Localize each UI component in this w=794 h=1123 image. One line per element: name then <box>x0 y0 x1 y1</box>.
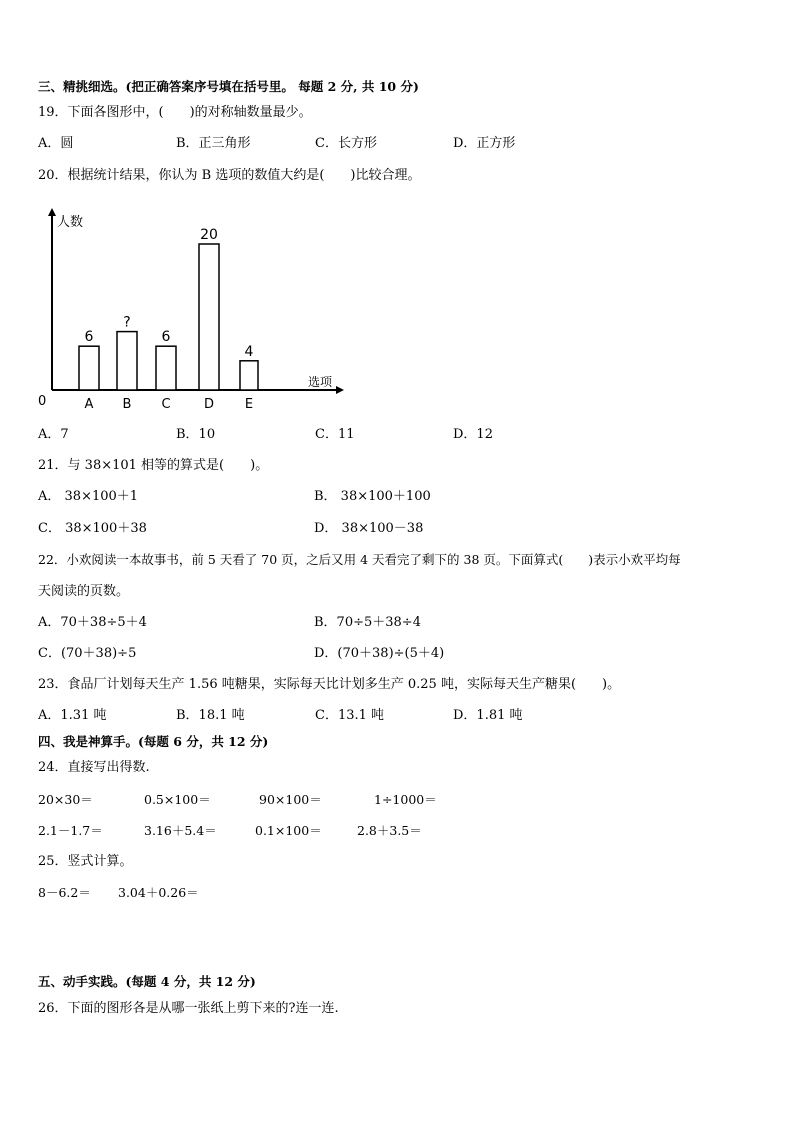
q20-option-a: A．7 <box>38 427 69 442</box>
q19-option-c: C．长方形 <box>315 136 377 151</box>
section-3-title: 三、精挑细选。(把正确答案序号填在括号里。 每题 2 分, 共 10 分) <box>38 79 419 94</box>
q22-option-a: A．70＋38÷5＋4 <box>38 615 147 630</box>
q21-option-c: C． 38×100＋38 <box>38 521 147 536</box>
data-label-D: 20 <box>200 227 218 243</box>
y-axis-arrow <box>48 208 56 216</box>
data-label-C: 6 <box>161 329 171 346</box>
question-22-stem-continued: 天阅读的页数。 <box>38 584 130 599</box>
data-label-E: 4 <box>244 343 254 360</box>
q22-option-b: B．70÷5＋38÷4 <box>314 615 421 630</box>
q24-item-5: 2.1－1.7＝ <box>38 823 103 838</box>
question-24-stem: 24．直接写出得数. <box>38 760 150 775</box>
bar-B <box>117 332 137 390</box>
q22-option-c: C．(70＋38)÷5 <box>38 646 137 661</box>
q24-item-3: 90×100＝ <box>259 792 322 807</box>
tick-label-B: B <box>122 397 132 412</box>
q22-option-d: D．(70＋38)÷(5＋4) <box>314 646 445 661</box>
question-25-stem: 25．竖式计算。 <box>38 854 133 869</box>
q19-option-d: D．正方形 <box>453 136 516 151</box>
question-26-stem: 26．下面的图形各是从哪一张纸上剪下来的?连一连. <box>38 1001 339 1016</box>
chart-bars <box>79 244 258 390</box>
data-label-A: 6 <box>84 329 94 346</box>
q20-option-c: C．11 <box>315 427 355 442</box>
question-23-stem: 23．食品厂计划每天生产 1.56 吨糖果，实际每天比计划多生产 0.25 吨，实际每天生产糖果( )。 <box>38 677 621 692</box>
question-20-stem: 20．根据统计结果，你认为 B 选项的数值大约是( )比较合理。 <box>38 168 421 183</box>
q25-item-1: 8－6.2＝ <box>38 885 91 900</box>
bar-chart <box>30 200 360 420</box>
y-axis-label: 人数 <box>57 215 84 230</box>
q21-option-d: D． 38×100－38 <box>314 521 424 536</box>
bar-D <box>199 244 219 390</box>
q24-item-8: 2.8＋3.5＝ <box>357 823 422 838</box>
q24-item-4: 1÷1000＝ <box>374 792 437 807</box>
tick-label-C: C <box>161 397 171 412</box>
q21-option-a: A． 38×100＋1 <box>38 489 139 504</box>
tick-label-A: A <box>84 397 94 412</box>
q24-item-7: 0.1×100＝ <box>255 823 322 838</box>
q21-option-b: B． 38×100＋100 <box>314 489 431 504</box>
x-axis-arrow <box>336 386 344 394</box>
question-19-stem: 19．下面各图形中，( )的对称轴数量最少。 <box>38 105 312 120</box>
q20-option-d: D．12 <box>453 427 493 442</box>
question-21-stem: 21．与 38×101 相等的算式是( )。 <box>38 458 269 473</box>
q19-option-a: A．圆 <box>38 136 74 151</box>
data-label-B: ? <box>123 314 131 331</box>
bar-A <box>79 346 99 390</box>
q23-option-d: D．1.81 吨 <box>453 708 523 723</box>
q25-item-2: 3.04＋0.26＝ <box>118 885 199 900</box>
q24-item-2: 0.5×100＝ <box>144 792 211 807</box>
q24-item-6: 3.16＋5.4＝ <box>144 823 217 838</box>
q24-item-1: 20×30＝ <box>38 792 93 807</box>
bar-E <box>240 361 258 390</box>
q23-option-b: B．18.1 吨 <box>176 708 245 723</box>
q23-option-c: C．13.1 吨 <box>315 708 385 723</box>
q19-option-b: B．正三角形 <box>176 136 251 151</box>
tick-label-E: E <box>244 397 254 412</box>
q23-option-a: A．1.31 吨 <box>38 708 107 723</box>
question-22-stem: 22．小欢阅读一本故事书，前 5 天看了 70 页，之后又用 4 天看完了剩下的 38 页。下面算式( )表示小欢平均每 <box>38 552 681 567</box>
section-4-title: 四、我是神算手。(每题 6 分，共 12 分) <box>38 734 269 749</box>
tick-label-D: D <box>203 397 215 412</box>
bar-C <box>156 346 176 390</box>
x-axis-label: 选项 <box>308 375 333 389</box>
q20-option-b: B．10 <box>176 427 216 442</box>
origin-label: 0 <box>38 394 47 409</box>
section-5-title: 五、动手实践。(每题 4 分，共 12 分) <box>38 974 256 989</box>
